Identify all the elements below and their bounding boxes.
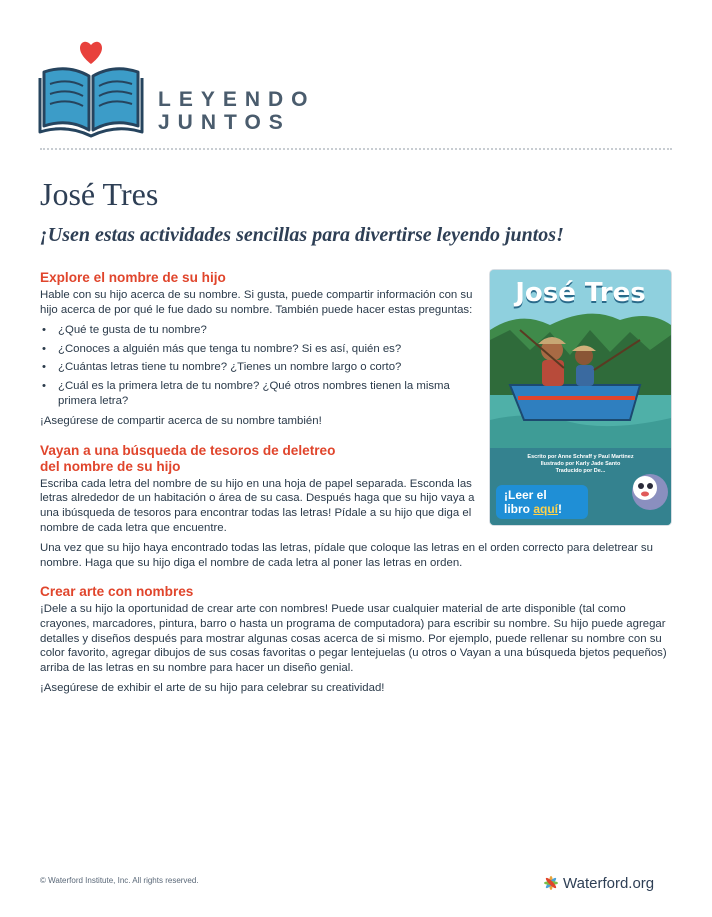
waterford-brand: Waterford.org bbox=[563, 874, 655, 892]
book-cover-link[interactable] bbox=[490, 270, 671, 525]
translator-credit: Traducido por De... bbox=[555, 468, 606, 474]
brand-name bbox=[158, 88, 316, 134]
section-heading: Crear arte con nombres bbox=[40, 584, 194, 600]
list-item: • ¿Qué te gusta de tu nombre? bbox=[40, 323, 480, 338]
section-paragraph: Escriba cada letra del nombre de su hijo en una hoja de papel separada. Esconda las letras alrededor de un habitación o área de su casa. Después haga que su hijo vaya a una ibúsqueda de tesoros para encontrar todas las letras! Pídale a su hijo que diga el nombre de cada letra que encuentre. bbox=[40, 477, 475, 534]
banner-text: libro bbox=[504, 502, 534, 516]
section-paragraph: ¡Dele a su hijo la oportunidad de crear arte con nombres! Puede usar cualquier material de arte disponible (tal como crayones, marcadores, pintura, barro o hasta un programa de computadora) para escribir su nombre. Su hijo puede agregar detalles y diseños después para mostrar algunas cosas acerca de si mismo. Por ejemplo, puede rellenar su nombre con su color favorito, agregar dibujos de sus cosas favoritas o pegar lentejuelas (u otros o Vayan a una búsqueda bjetos pequeños) arriba de las letras en su nombre para hacer un diseño genial. bbox=[40, 603, 667, 674]
here-link[interactable]: aquí bbox=[533, 502, 559, 516]
dotted-divider bbox=[40, 148, 672, 150]
book-heart-logo-icon bbox=[38, 38, 144, 138]
heading-line-2: del nombre de su hijo bbox=[40, 458, 181, 474]
section-heading: Explore el nombre de su hijo bbox=[40, 270, 226, 285]
section-paragraph: Una vez que su hijo haya encontrado todas las letras, pídale que coloque las letras en el orden correcto para deletrear su nombre. Haga que su hijo diga el nombre de cada letra al poner las letras en orden. bbox=[40, 542, 653, 569]
cover-title: José Tres bbox=[515, 278, 646, 308]
section-paragraph: ¡Asegúrese de exhibir el arte de su hijo para celebrar su creatividad! bbox=[40, 682, 385, 695]
author-credit: Escrito por Anne Schraff y Paul Martinez bbox=[527, 454, 634, 460]
section-name-art bbox=[40, 584, 672, 696]
page-subtitle: ¡Usen estas actividades sencillas para divertirse leyendo juntos! bbox=[40, 224, 564, 246]
list-item: • ¿Cuál es la primera letra de tu nombre? ¿Qué otros nombres tienen la misma primera letra? bbox=[40, 379, 480, 408]
brand-line-2: JUNTOS bbox=[158, 111, 291, 134]
cover-credits bbox=[490, 454, 671, 475]
section-explore-name bbox=[40, 270, 480, 429]
question-list bbox=[40, 323, 480, 408]
waterford-logo[interactable] bbox=[542, 874, 654, 892]
heading-line-1: Vayan a una búsqueda de tesoros de deletreo bbox=[40, 442, 336, 458]
read-book-button[interactable] bbox=[496, 485, 588, 519]
list-item: • ¿Conoces a alguién más que tenga tu nombre? Si es así, quién es? bbox=[40, 342, 480, 357]
section-closing: ¡Asegúrese de compartir acerca de su nombre también! bbox=[40, 415, 322, 428]
banner-line-1: ¡Leer el bbox=[504, 488, 547, 502]
list-item: • ¿Cuántas letras tiene tu nombre? ¿Tienes un nombre largo o corto? bbox=[40, 360, 480, 375]
banner-line-2 bbox=[504, 502, 588, 516]
brand-line-1: LEYENDO bbox=[158, 88, 316, 111]
illustrator-credit: Ilustrado por Karly Jade Santo bbox=[540, 461, 621, 467]
banner-exclaim: ! bbox=[558, 502, 563, 516]
copyright: © Waterford Institute, Inc. All rights reserved. bbox=[40, 876, 199, 885]
waterford-star-icon bbox=[542, 874, 560, 892]
section-intro: Hable con su hijo acerca de su nombre. Si gusta, puede compartir información con su hijo acerca de por qué le fue dado su nombre. También puede hacer estas preguntas: bbox=[40, 289, 473, 316]
page-title: José Tres bbox=[40, 176, 159, 212]
